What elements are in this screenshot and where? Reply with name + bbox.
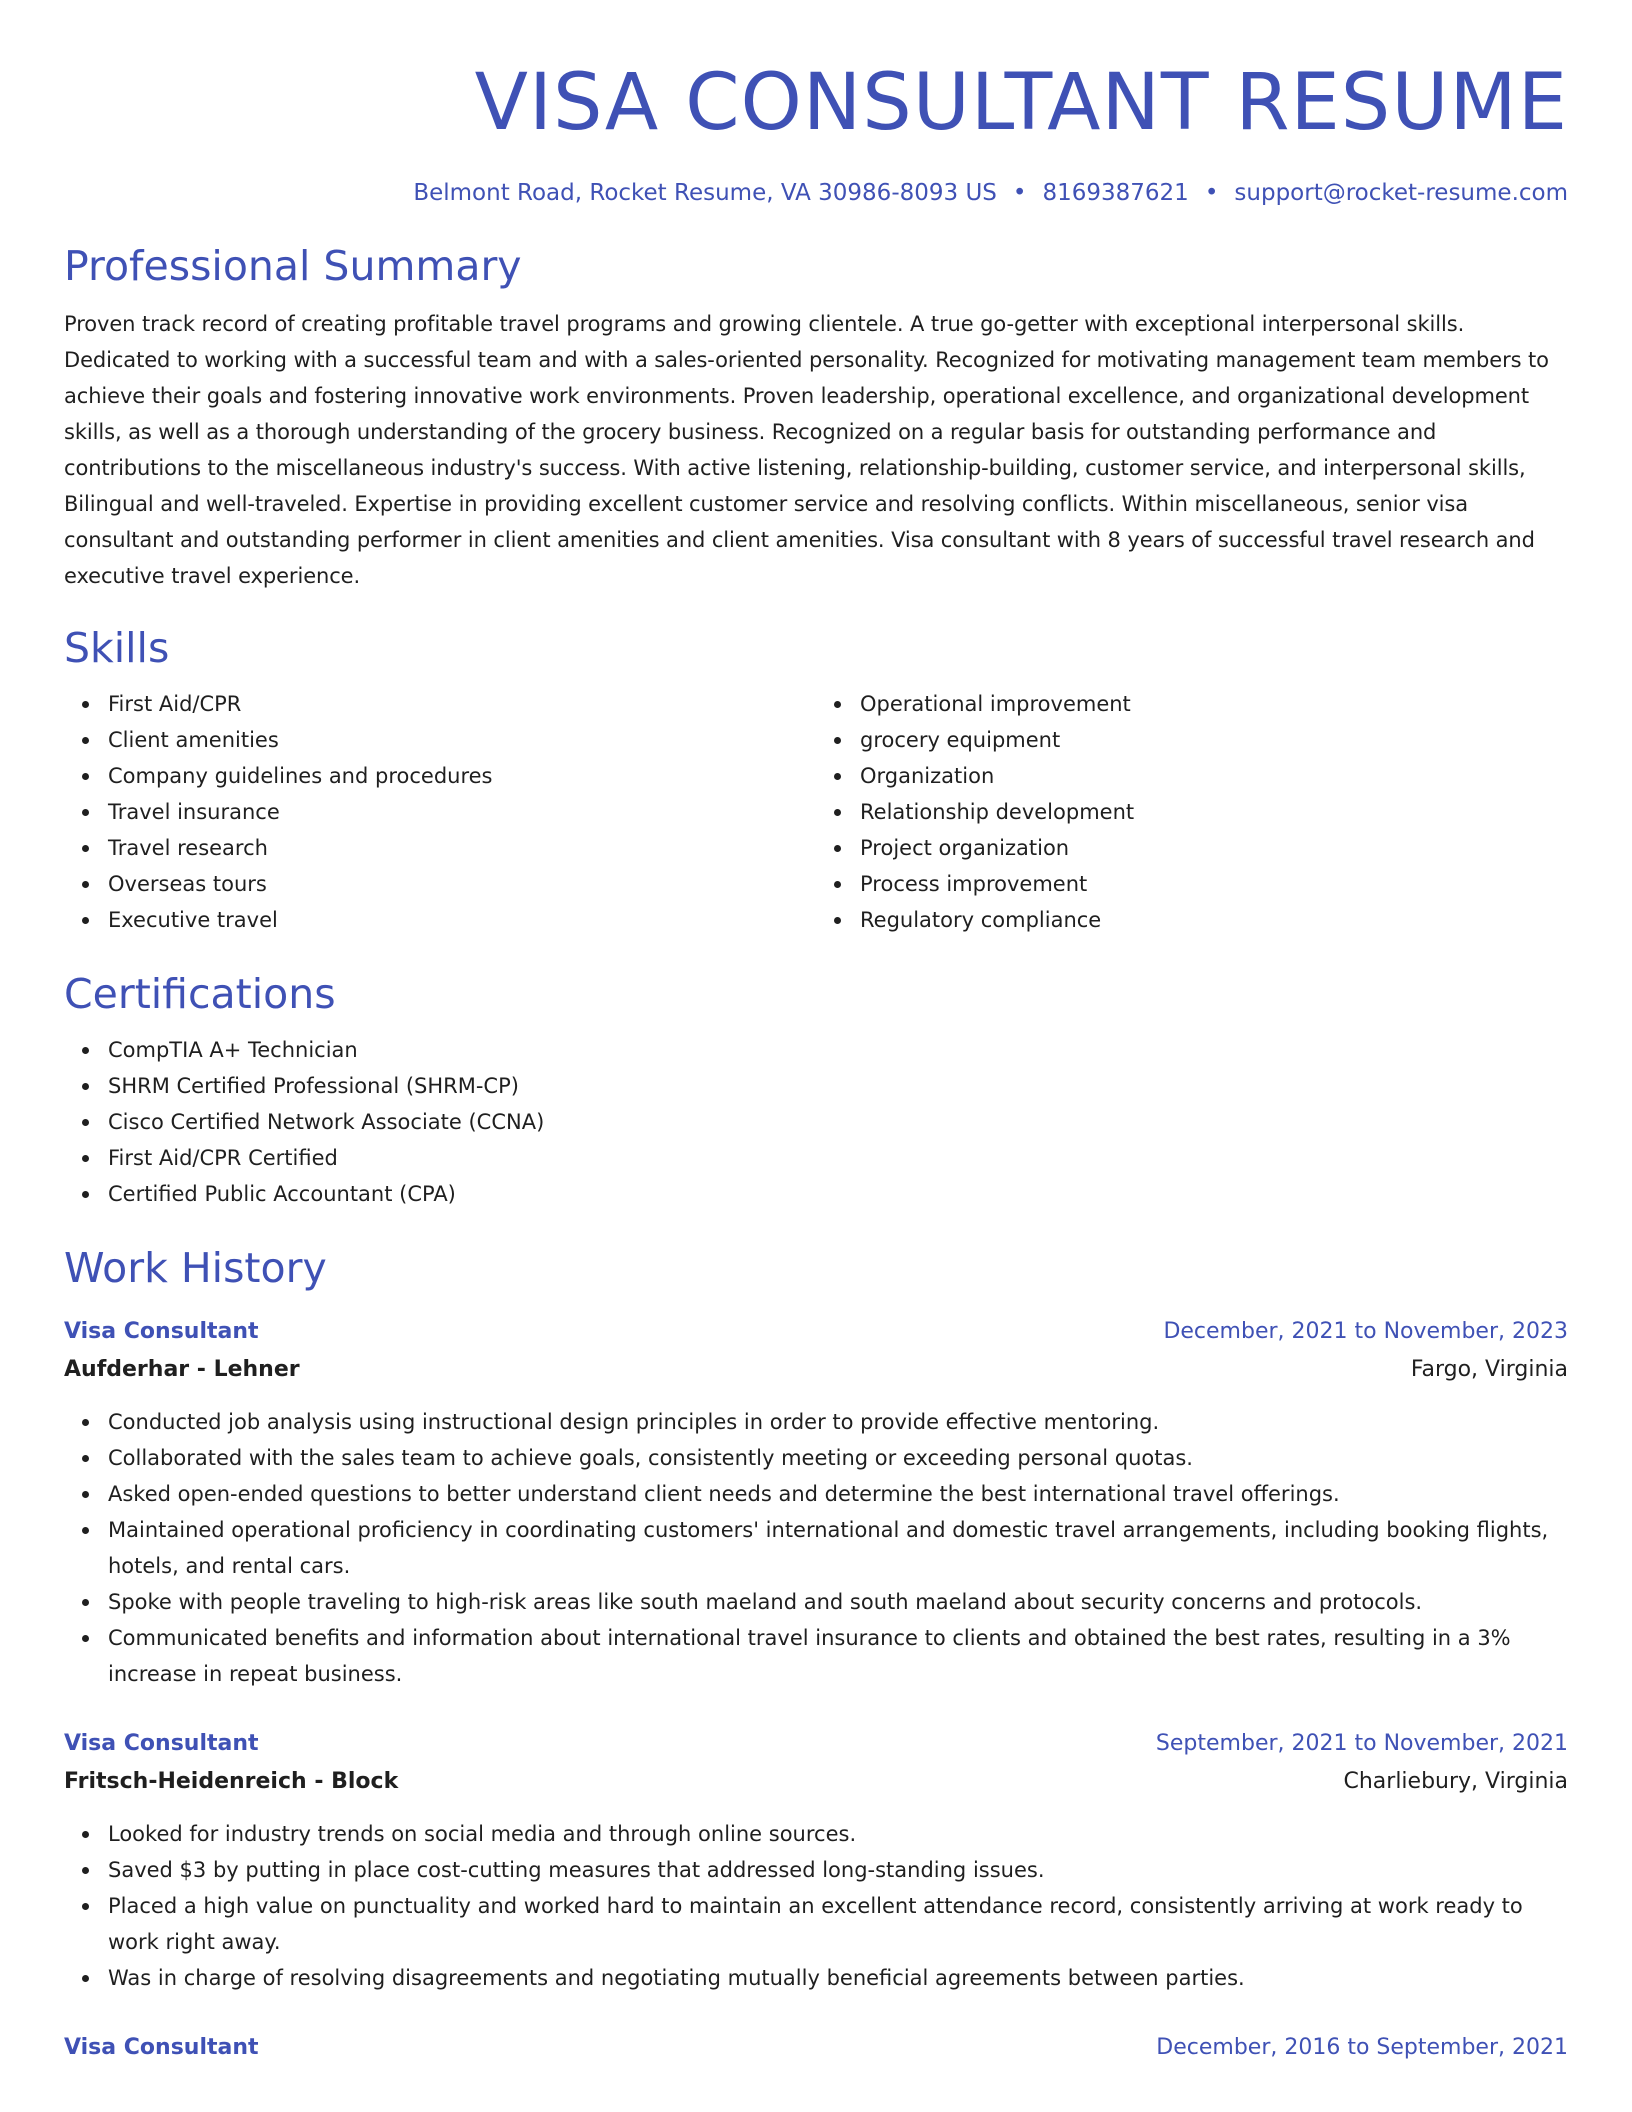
job-bullet: Communicated benefits and information about international travel insurance to clients and obtained the best rates, resulting in a 3% increase in repeat business. (108, 1620, 1568, 1692)
job-bullet: Looked for industry trends on social media and through online sources. (108, 1816, 1568, 1852)
certifications-list (64, 1032, 1568, 1212)
skill-item: Travel insurance (108, 794, 816, 830)
certification-item: Certified Public Accountant (CPA) (108, 1176, 1568, 1212)
job-entry (64, 2030, 1568, 2066)
job-header (64, 1726, 1568, 1762)
job-subheader (64, 1762, 1568, 1802)
job-location: Charliebury, Virginia (1343, 1769, 1568, 1794)
job-bullet: Asked open-ended questions to better understand client needs and determine the best international travel offerings. (108, 1476, 1568, 1512)
skills-heading: Skills (64, 624, 170, 672)
contact-separator: • (1204, 180, 1219, 206)
job-title: Visa Consultant (64, 1319, 259, 1344)
skill-item: Regulatory compliance (860, 902, 1568, 938)
contact-separator: • (1012, 180, 1027, 206)
job-header (64, 1314, 1568, 1350)
contact-phone: 8169387621 (1042, 180, 1189, 206)
certification-item: SHRM Certified Professional (SHRM-CP) (108, 1068, 1568, 1104)
work-history-heading: Work History (64, 1244, 327, 1292)
skill-item: Company guidelines and procedures (108, 758, 816, 794)
skill-item: Relationship development (860, 794, 1568, 830)
skill-item: First Aid/CPR (108, 686, 816, 722)
skill-item: Travel research (108, 830, 816, 866)
certification-item: Cisco Certified Network Associate (CCNA) (108, 1104, 1568, 1140)
job-bullet: Placed a high value on punctuality and worked hard to maintain an excellent attendance record, consistently arriving at work ready to work right away. (108, 1888, 1568, 1960)
skill-item: grocery equipment (860, 722, 1568, 758)
skill-item: Client amenities (108, 722, 816, 758)
job-bullet: Spoke with people traveling to high-risk areas like south maeland and south maeland about security concerns and protocols. (108, 1584, 1568, 1620)
contact-address: Belmont Road, Rocket Resume, VA 30986-8093 US (413, 180, 997, 206)
job-title: Visa Consultant (64, 1731, 259, 1756)
job-bullet: Collaborated with the sales team to achieve goals, consistently meeting or exceeding personal quotas. (108, 1440, 1568, 1476)
skill-item: Operational improvement (860, 686, 1568, 722)
job-entry (64, 1314, 1568, 1692)
job-bullet: Saved $3 by putting in place cost-cutting measures that addressed long-standing issues. (108, 1852, 1568, 1888)
skill-item: Process improvement (860, 866, 1568, 902)
skill-item: Project organization (860, 830, 1568, 866)
contact-email: support@rocket-resume.com (1234, 180, 1568, 206)
resume-title: VISA CONSULTANT RESUME (474, 58, 1568, 148)
skill-item: Organization (860, 758, 1568, 794)
summary-text: Proven track record of creating profitable travel programs and growing clientele. A true go-getter with exceptional interpersonal skills. Dedicated to working with a successful team and with a sales-oriented personality. Recognized for motivating management team members to achieve their goals and fostering innovative work environments. Proven leadership, operational excellence, and organizational development skills, as well as a thorough understanding of the grocery business. Recognized on a regular basis for outstanding performance and contributions to the miscellaneous industry's success. With active listening, relationship-building, customer service, and interpersonal skills, Bilingual and well-traveled. Expertise in providing excellent customer service and resolving conflicts. Within miscellaneous, senior visa consultant and outstanding performer in client amenities and client amenities. Visa consultant with 8 years of successful travel research and executive travel experience. (64, 312, 1549, 588)
job-bullet: Was in charge of resolving disagreements and negotiating mutually beneficial agreements between parties. (108, 1960, 1568, 1996)
job-dates: December, 2016 to September, 2021 (1156, 2035, 1568, 2060)
job-header (64, 2030, 1568, 2066)
skills-column-right (816, 686, 1568, 938)
certifications-heading: Certifications (64, 970, 336, 1018)
contact-line (64, 176, 1568, 210)
job-bullet: Conducted job analysis using instructional design principles in order to provide effective mentoring. (108, 1404, 1568, 1440)
job-title: Visa Consultant (64, 2035, 259, 2060)
job-company: Aufderhar - Lehner (64, 1357, 300, 1382)
job-bullet: Maintained operational proficiency in coordinating customers' international and domestic travel arrangements, including booking flights, hotels, and rental cars. (108, 1512, 1568, 1584)
job-dates: September, 2021 to November, 2021 (1155, 1731, 1568, 1756)
job-bullets (64, 1404, 1568, 1692)
skills-column-left (64, 686, 816, 938)
job-subheader (64, 1350, 1568, 1390)
job-bullets (64, 1816, 1568, 1996)
certification-item: CompTIA A+ Technician (108, 1032, 1568, 1068)
job-dates: December, 2021 to November, 2023 (1163, 1319, 1568, 1344)
resume-page (64, 0, 1568, 2066)
summary-heading: Professional Summary (64, 242, 522, 290)
certification-item: First Aid/CPR Certified (108, 1140, 1568, 1176)
job-location: Fargo, Virginia (1410, 1357, 1568, 1382)
skill-item: Overseas tours (108, 866, 816, 902)
skill-item: Executive travel (108, 902, 816, 938)
job-company: Fritsch-Heidenreich - Block (64, 1769, 399, 1794)
job-entry (64, 1726, 1568, 1996)
skills-list (64, 686, 1568, 938)
